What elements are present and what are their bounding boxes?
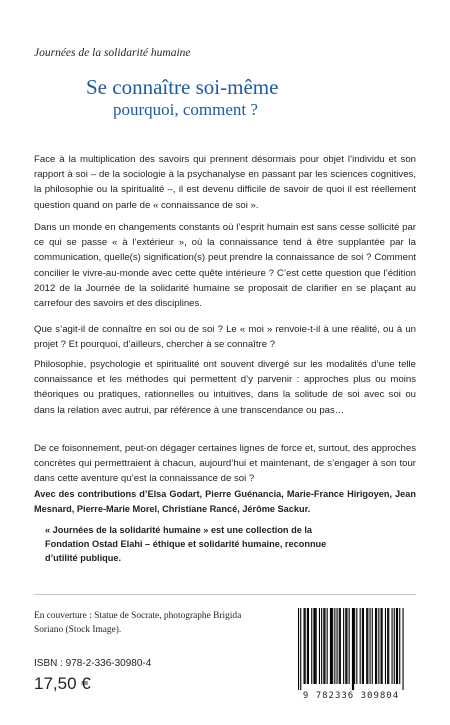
body-paragraph: De ce foisonnement, peut-on dégager certaines lignes de force et, surtout, des approches concrètes qui permettraient à chacun, aujourd’hui et maintenant, de s’engager à son tour dans cette aventure qu’est la connaissance de soi ? (34, 443, 416, 485)
barcode-bar (376, 608, 377, 684)
body-paragraph: Face à la multiplication des savoirs qui prennent désormais pour objet l’individu et son rapport à soi – de la sociologie à la psychanalyse en passant par les sciences cognitives, la philosophie ou la spiritualité –, il est devenu difficile de savoir de quoi il est réellement question quand on parle de « connaissance de soi ». (34, 154, 416, 211)
barcode-bar (362, 608, 363, 684)
cover-credit: En couverture : Statue de Socrate, photographe Brigida Soriano (Stock Image). (34, 611, 242, 635)
barcode-bar (372, 608, 373, 684)
barcode (286, 600, 416, 710)
barcode-bar (346, 608, 347, 684)
barcode-bar (403, 608, 404, 690)
barcode-bar (382, 608, 383, 684)
barcode-bar (392, 608, 393, 684)
book-title: Se connaître soi-même (86, 75, 279, 99)
barcode-bar (370, 608, 371, 684)
barcode-bar (334, 608, 335, 684)
barcode-bar (298, 608, 299, 690)
barcode-bar (305, 608, 306, 684)
body-paragraph: Que s’agit-il de connaître en soi ou de soi ? Le « moi » renvoie-t-il à une réalité, ou à un projet ? Et pourquoi, d’ailleurs, chercher à se connaître ? (34, 324, 416, 351)
barcode-bar (385, 608, 386, 684)
barcode-bar (366, 608, 367, 684)
barcode-bar (387, 608, 388, 684)
barcode-bar (311, 608, 312, 684)
barcode-bar (313, 608, 314, 684)
barcode-bar (352, 608, 353, 690)
barcode-bar (345, 608, 346, 684)
barcode-bar (321, 608, 322, 684)
barcode-bar (316, 608, 317, 684)
price-label: 17,50 € (34, 674, 91, 693)
barcode-bar (388, 608, 389, 684)
barcode-bar (339, 608, 340, 684)
barcode-bar (324, 608, 325, 684)
barcode-bar (396, 608, 397, 684)
barcode-bar (307, 608, 308, 684)
collection-note: « Journées de la solidarité humaine » est une collection de la Fondation Ostad Elahi – éthique et solidarité humaine, reconnue d’utilité publique. (45, 525, 327, 563)
barcode-bar (340, 608, 341, 684)
barcode-bar (343, 608, 344, 684)
isbn-label: ISBN : 978-2-336-30980-4 (34, 658, 152, 669)
barcode-bar (327, 608, 328, 684)
barcode-bar (315, 608, 316, 684)
barcode-bar (300, 608, 301, 690)
barcode-digits: 9 782336 309804 (302, 691, 400, 701)
barcode-bar (323, 608, 324, 684)
body-paragraph: Dans un monde en changements constants où l’esprit humain est sans cesse sollicité par ce qui se passe « à l’extérieur », où la connaissance tend à être supplantée par la communication, quelle(s) signification(s) peut prendre la connaissance de soi ? Comment concilier le vivre-au-monde avec cette quête intérieure ? C’est cette question que l’édition 2012 de la Journée de la solidarité humaine se proposait de clarifier en se plaçant au carrefour des savoirs et des disciplines. (34, 222, 416, 310)
barcode-bar (367, 608, 368, 684)
barcode-bar (353, 608, 354, 690)
contributors-note: Avec des contributions d’Elsa Godart, Pierre Guénancia, Marie-France Hirigoyen, Jean Mesnard, Pierre-Marie Morel, Christiane Rancé, Jérôme Sackur. (34, 489, 416, 514)
barcode-bar (308, 608, 309, 684)
barcode-bar (375, 608, 376, 684)
series-label: Journées de la solidarité humaine (34, 47, 191, 59)
barcode-bar (397, 608, 398, 684)
barcode-bar (378, 608, 379, 684)
body-paragraph: Philosophie, psychologie et spiritualité ont souvent divergé sur les modalités d’une telle connaissance et les méthodes qui permettent d’y parvenir : approches plus ou moins théoriques ou pratiques, rationnelles ou intuitives, dans la solitude de soi avec soi ou dans la relation avec autrui, par référence à une transcendance ou pas… (34, 359, 416, 416)
barcode-bar (354, 608, 355, 684)
barcode-icon (298, 608, 404, 690)
barcode-bar (304, 608, 305, 684)
barcode-bar (349, 608, 350, 684)
barcode-bar (399, 608, 400, 684)
barcode-bar (337, 608, 338, 684)
barcode-bar (356, 608, 357, 684)
barcode-bar (394, 608, 395, 684)
barcode-bar (331, 608, 332, 684)
barcode-bar (332, 608, 333, 684)
barcode-bar (330, 608, 331, 684)
barcode-bar (360, 608, 361, 684)
book-subtitle: pourquoi, comment ? (113, 100, 258, 119)
barcode-bar (381, 608, 382, 684)
divider (34, 594, 416, 595)
barcode-bar (319, 608, 320, 684)
barcode-bar (363, 608, 364, 684)
